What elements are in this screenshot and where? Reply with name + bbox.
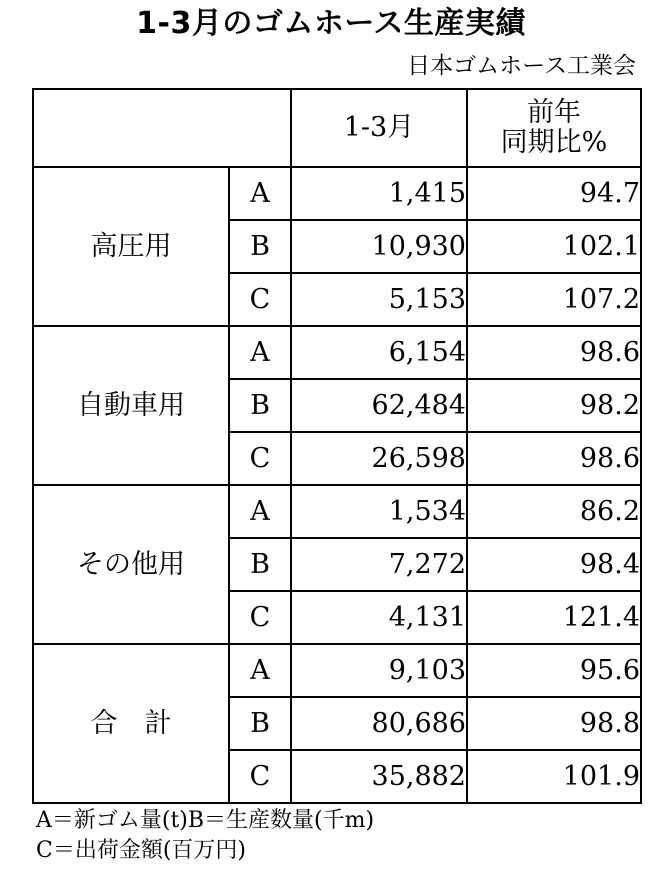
category-label: 合 計 bbox=[33, 644, 229, 803]
header-row bbox=[33, 89, 641, 167]
row-code: A bbox=[229, 644, 291, 697]
row-value: 6,154 bbox=[291, 326, 467, 379]
row-value: 5,153 bbox=[291, 273, 467, 326]
header-yoy bbox=[467, 89, 641, 167]
row-code: C bbox=[229, 750, 291, 803]
table-row bbox=[33, 167, 641, 220]
row-code: A bbox=[229, 167, 291, 220]
header-period: 1-3月 bbox=[291, 89, 467, 167]
row-code: C bbox=[229, 273, 291, 326]
header-yoy-line2: 同期比% bbox=[500, 127, 608, 158]
table-row bbox=[33, 326, 641, 379]
row-value: 26,598 bbox=[291, 432, 467, 485]
production-table bbox=[32, 88, 642, 804]
row-yoy: 95.6 bbox=[467, 644, 641, 697]
row-code: B bbox=[229, 220, 291, 273]
row-yoy: 98.6 bbox=[467, 326, 641, 379]
row-yoy: 102.1 bbox=[467, 220, 641, 273]
page-title: 1-3月のゴムホース生産実績 bbox=[136, 6, 526, 41]
row-yoy: 98.8 bbox=[467, 697, 641, 750]
row-value: 80,686 bbox=[291, 697, 467, 750]
row-yoy: 94.7 bbox=[467, 167, 641, 220]
row-code: B bbox=[229, 379, 291, 432]
header-blank-cell bbox=[33, 89, 291, 167]
row-yoy: 101.9 bbox=[467, 750, 641, 803]
row-value: 7,272 bbox=[291, 538, 467, 591]
category-label: その他用 bbox=[33, 485, 229, 644]
legend-notes bbox=[36, 806, 374, 866]
row-yoy: 98.4 bbox=[467, 538, 641, 591]
row-value: 9,103 bbox=[291, 644, 467, 697]
category-label: 高圧用 bbox=[33, 167, 229, 326]
category-label: 自動車用 bbox=[33, 326, 229, 485]
row-value: 1,534 bbox=[291, 485, 467, 538]
row-value: 35,882 bbox=[291, 750, 467, 803]
row-code: B bbox=[229, 538, 291, 591]
row-code: A bbox=[229, 485, 291, 538]
row-value: 62,484 bbox=[291, 379, 467, 432]
legend-line: A＝新ゴム量(t)B＝生産数量(千m) bbox=[36, 808, 375, 833]
row-yoy: 86.2 bbox=[467, 485, 641, 538]
row-value: 10,930 bbox=[291, 220, 467, 273]
header-yoy-line1: 前年 bbox=[527, 97, 581, 128]
row-yoy: 98.2 bbox=[467, 379, 641, 432]
row-value: 4,131 bbox=[291, 591, 467, 644]
source-label: 日本ゴムホース工業会 bbox=[407, 53, 636, 79]
row-yoy: 98.6 bbox=[467, 432, 641, 485]
row-yoy: 121.4 bbox=[467, 591, 641, 644]
row-code: C bbox=[229, 432, 291, 485]
legend-line: C＝出荷金額(百万円) bbox=[36, 838, 246, 863]
row-yoy: 107.2 bbox=[467, 273, 641, 326]
table-row bbox=[33, 644, 641, 697]
table-row bbox=[33, 485, 641, 538]
row-code: C bbox=[229, 591, 291, 644]
row-value: 1,415 bbox=[291, 167, 467, 220]
row-code: A bbox=[229, 326, 291, 379]
row-code: B bbox=[229, 697, 291, 750]
